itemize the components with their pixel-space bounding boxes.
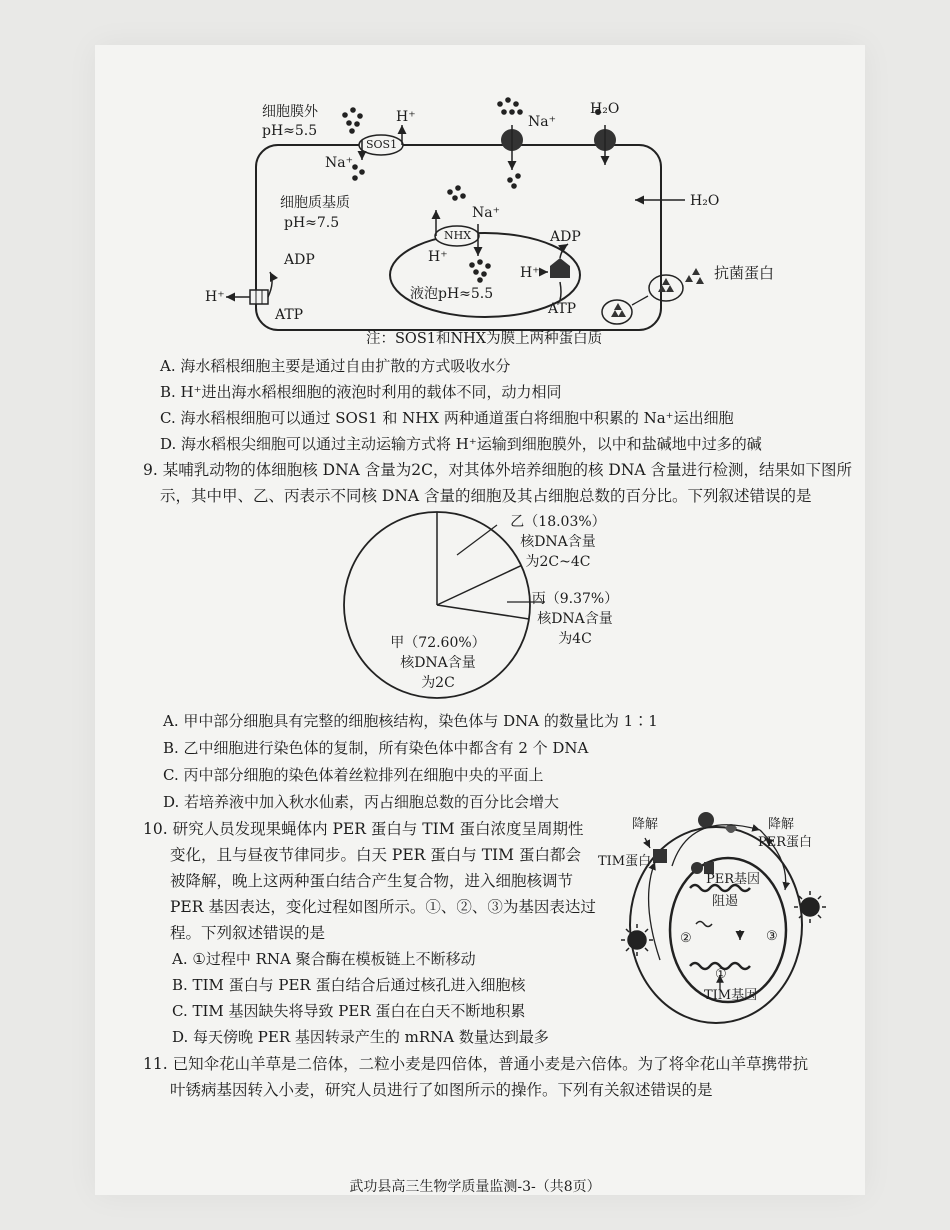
pie-label-bing-pct: 丙（9.37%）: [531, 591, 619, 607]
q10-stem-line5: 程。下列叙述错误的是: [170, 924, 326, 942]
q10-option-c: C. TIM 基因缺失将导致 PER 蛋白在白天不断地积累: [172, 1002, 526, 1020]
block-label: 阻遏: [712, 894, 739, 909]
q8-option-a: A. 海水稻根细胞主要是通过自由扩散的方式吸收水分: [160, 357, 511, 375]
q10-option-d: D. 每天傍晚 PER 基因转录产生的 mRNA 数量达到最多: [172, 1028, 549, 1046]
nhx-label: NHX: [444, 229, 472, 242]
degrade-right-label: 降解: [768, 817, 795, 832]
q8-option-b: B. H⁺进出海水稻根细胞的液泡时利用的载体不同，动力相同: [160, 383, 562, 401]
sos1-label: SOS1: [366, 138, 398, 151]
per-gene-label: PER基因: [706, 872, 761, 887]
tim-gene-label: TIM基因: [704, 988, 758, 1003]
step1-label: ①: [715, 967, 727, 982]
step2-label: ②: [680, 931, 692, 946]
atp-mem-label: ATP: [275, 307, 304, 323]
q8-option-c: C. 海水稻根细胞可以通过 SOS1 和 NHX 两种通道蛋白将细胞中积累的 Na⁺运出细胞: [160, 409, 734, 427]
pie-label-jia-pct: 甲（72.60%）: [390, 635, 486, 651]
pie-label-yi-value: 为2C~4C: [525, 554, 591, 570]
q9-option-d: D. 若培养液中加入秋水仙素，丙占细胞总数的百分比会增大: [163, 793, 560, 811]
fig8-note: 注：SOS1和NHX为膜上两种蛋白质: [366, 331, 603, 347]
pie-label-bing-text: 核DNA含量: [537, 611, 613, 627]
outside-ph-label: pH≈5.5: [262, 123, 318, 139]
per-protein-label: PER蛋白: [758, 835, 813, 850]
q9-option-b: B. 乙中细胞进行染色体的复制，所有染色体中都含有 2 个 DNA: [163, 739, 589, 757]
vacuole-ph-label: 液泡pH≈5.5: [410, 286, 494, 302]
q9-option-a: A. 甲中部分细胞具有完整的细胞核结构，染色体与 DNA 的数量比为 1∶1: [163, 712, 658, 730]
pie-label-yi-pct: 乙（18.03%）: [510, 514, 606, 530]
tim-protein-shape: [653, 849, 667, 863]
page-footer: 武功县高三生物学质量监测-3-（共8页）: [349, 1179, 601, 1195]
step3-label: ③: [766, 929, 778, 944]
sun-icon-left: [621, 924, 653, 956]
antibacterial-label: 抗菌蛋白: [714, 264, 775, 282]
adp-vac-label: ADP: [550, 229, 581, 245]
q10-stem-line3: 被降解，晚上这两种蛋白结合产生复合物，进入细胞核调节: [170, 872, 574, 890]
q11-stem-line1: 11. 已知伞花山羊草是二倍体，二粒小麦是四倍体，普通小麦是六倍体。为了将伞花山羊草携带抗: [143, 1055, 809, 1073]
outside-label: 细胞膜外: [262, 104, 318, 120]
q10-stem-line2: 变化，且与昼夜节律同步。白天 PER 蛋白与 TIM 蛋白都会: [170, 846, 581, 864]
h-plus-out-sos1: H⁺: [396, 109, 416, 125]
h-plus-pump-vac-label: H⁺: [520, 265, 540, 281]
h-plus-out-label: H⁺: [205, 289, 225, 305]
pie-label-jia-text: 核DNA含量: [400, 655, 476, 671]
q11-stem-line2: 叶锈病基因转入小麦，研究人员进行了如图所示的操作。下列有关叙述错误的是: [170, 1081, 713, 1099]
pie-label-yi-text: 核DNA含量: [520, 534, 596, 550]
degrade-left-label: 降解: [632, 817, 659, 832]
na-plus-vac-label: Na⁺: [472, 205, 500, 221]
q8-option-d: D. 海水稻根尖细胞可以通过主动运输方式将 H⁺运输到细胞膜外，以中和盐碱地中过多的碱: [160, 435, 762, 453]
q10-stem-line4: PER 基因表达，变化过程如图所示。①、②、③为基因表达过: [170, 898, 596, 916]
adp-mem-label: ADP: [284, 252, 315, 268]
q10-stem-line1: 10. 研究人员发现果蝇体内 PER 蛋白与 TIM 蛋白浓度呈周期性: [143, 820, 584, 838]
q9-stem-line2: 示，其中甲、乙、丙表示不同核 DNA 含量的细胞及其占细胞总数的百分比。下列叙述错误的是: [160, 487, 812, 505]
h-plus-vac-label: H⁺: [428, 249, 448, 265]
pie-label-jia-value: 为2C: [421, 675, 455, 691]
pie-label-bing-value: 为4C: [558, 631, 592, 647]
h2o-right-label: H₂O: [690, 193, 720, 209]
q10-option-b: B. TIM 蛋白与 PER 蛋白结合后通过核孔进入细胞核: [172, 976, 526, 994]
q9-stem-line1: 9. 某哺乳动物的体细胞核 DNA 含量为2C，对其体外培养细胞的核 DNA 含量进行检测，结果如下图所: [143, 461, 853, 479]
na-plus-label: Na⁺: [325, 155, 353, 171]
atp-vac-label: ATP: [548, 301, 577, 317]
q10-option-a: A. ①过程中 RNA 聚合酶在模板链上不断移动: [172, 950, 476, 968]
na-plus-channel-label: Na⁺: [528, 114, 556, 130]
q9-option-c: C. 丙中部分细胞的染色体着丝粒排列在细胞中央的平面上: [163, 766, 544, 784]
per-protein-shape: [698, 812, 714, 828]
matrix-label: 细胞质基质: [280, 195, 350, 211]
tim-protein-label: TIM蛋白: [598, 854, 652, 869]
matrix-ph-label: pH≈7.5: [284, 215, 340, 231]
h2o-top-label: H₂O: [590, 101, 620, 117]
